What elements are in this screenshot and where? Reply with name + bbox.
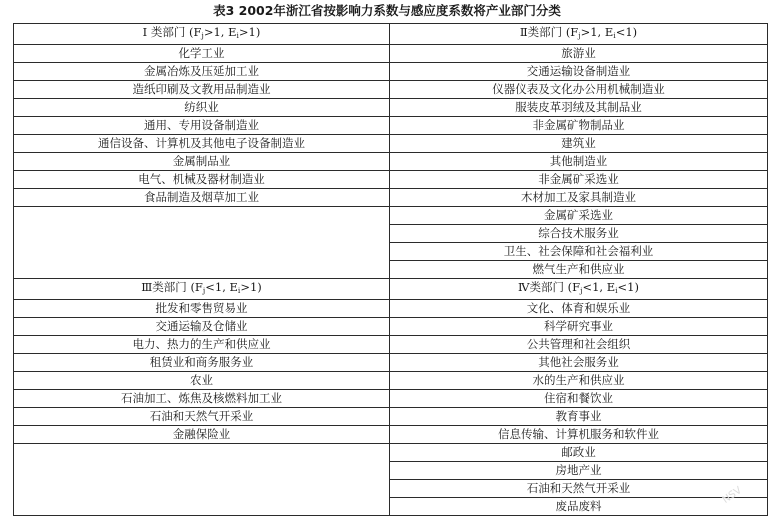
header-suffix: >1) xyxy=(240,280,262,294)
industry-cell: 燃气生产和供应业 xyxy=(390,261,768,279)
subscript: j xyxy=(202,286,206,295)
table-title: 表3 2002年浙江省按影响力系数与感应度系数将产业部门分类 xyxy=(213,3,561,18)
table-row xyxy=(14,153,768,171)
subscript: i xyxy=(615,286,618,295)
header-mid: <1, E xyxy=(582,280,616,294)
header-suffix: >1) xyxy=(238,25,261,39)
industry-cell: 金融保险业 xyxy=(14,426,390,444)
industry-cell: 木材加工及家具制造业 xyxy=(390,189,768,207)
industry-cell: 石油和天然气开采业 xyxy=(14,408,390,426)
industry-cell: 信息传输、计算机服务和软件业 xyxy=(390,426,768,444)
industry-cell: 电力、热力的生产和供应业 xyxy=(14,336,390,354)
industry-cell: 金属冶炼及压延加工业 xyxy=(14,63,390,81)
table-row xyxy=(14,63,768,81)
table-row xyxy=(14,81,768,99)
table-row xyxy=(14,444,768,462)
industry-cell: 造纸印刷及文教用品制造业 xyxy=(14,81,390,99)
industry-cell: 非金属矿物制品业 xyxy=(390,117,768,135)
table-row xyxy=(14,336,768,354)
header-prefix: I 类部门 (F xyxy=(142,25,202,39)
industry-cell: 食品制造及烟草加工业 xyxy=(14,189,390,207)
industry-cell: 综合技术服务业 xyxy=(390,225,768,243)
table-row xyxy=(14,207,768,225)
subscript: j xyxy=(201,31,204,40)
industry-cell: 纺织业 xyxy=(14,99,390,117)
industry-cell: 通信设备、计算机及其他电子设备制造业 xyxy=(14,135,390,153)
industry-cell: 旅游业 xyxy=(390,45,768,63)
industry-cell: 建筑业 xyxy=(390,135,768,153)
header-mid: >1, E xyxy=(580,25,614,39)
class-1-2-right-header xyxy=(390,24,768,45)
table-row xyxy=(14,279,768,300)
industry-cell: 电气、机械及器材制造业 xyxy=(14,171,390,189)
industry-cell: 农业 xyxy=(14,372,390,390)
industry-classification-table xyxy=(13,23,768,516)
watermark: NSV xyxy=(720,485,744,506)
class-3-4-left-header xyxy=(14,279,390,300)
table-row xyxy=(14,99,768,117)
subscript: i xyxy=(236,31,239,40)
table-row xyxy=(14,390,768,408)
table-row xyxy=(14,426,768,444)
table-row xyxy=(14,354,768,372)
header-prefix: Ⅲ类部门 (F xyxy=(141,280,203,294)
empty-cell xyxy=(14,207,390,279)
table-row xyxy=(14,45,768,63)
header-suffix: <1) xyxy=(617,280,639,294)
industry-cell: 其他社会服务业 xyxy=(390,354,768,372)
industry-cell: 其他制造业 xyxy=(390,153,768,171)
subscript: j xyxy=(578,31,581,40)
industry-cell: 石油加工、炼焦及核燃料加工业 xyxy=(14,390,390,408)
industry-cell: 通用、专用设备制造业 xyxy=(14,117,390,135)
industry-cell: 金属矿采选业 xyxy=(390,207,768,225)
industry-cell: 住宿和餐饮业 xyxy=(390,390,768,408)
industry-cell: 仪器仪表及文化办公用机械制造业 xyxy=(390,81,768,99)
industry-cell: 交通运输及仓储业 xyxy=(14,318,390,336)
table-row xyxy=(14,24,768,45)
empty-cell xyxy=(14,444,390,516)
industry-cell: 公共管理和社会组织 xyxy=(390,336,768,354)
subscript: i xyxy=(613,31,616,40)
header-mid: <1, E xyxy=(205,280,238,294)
table-row xyxy=(14,300,768,318)
table-body xyxy=(14,24,768,516)
industry-cell: 租赁业和商务服务业 xyxy=(14,354,390,372)
industry-cell: 文化、体育和娱乐业 xyxy=(390,300,768,318)
table-row xyxy=(14,189,768,207)
subscript: j xyxy=(580,286,583,295)
table-row xyxy=(14,135,768,153)
industry-cell: 房地产业 xyxy=(390,462,768,480)
industry-cell: 卫生、社会保障和社会福利业 xyxy=(390,243,768,261)
table-row xyxy=(14,372,768,390)
header-prefix: Ⅱ类部门 (F xyxy=(519,25,579,39)
industry-cell: 石油和天然气开采业 xyxy=(390,480,768,498)
industry-cell: 邮政业 xyxy=(390,444,768,462)
header-prefix: Ⅳ类部门 (F xyxy=(518,280,581,294)
table-row xyxy=(14,408,768,426)
industry-cell: 水的生产和供应业 xyxy=(390,372,768,390)
table-row xyxy=(14,318,768,336)
subscript: i xyxy=(237,286,241,295)
industry-cell: 化学工业 xyxy=(14,45,390,63)
industry-cell: 服装皮革羽绒及其制品业 xyxy=(390,99,768,117)
industry-cell: 批发和零售贸易业 xyxy=(14,300,390,318)
industry-cell: 交通运输设备制造业 xyxy=(390,63,768,81)
class-1-2-left-header xyxy=(14,24,390,45)
industry-cell: 废品废料 xyxy=(390,498,768,516)
header-suffix: <1) xyxy=(615,25,638,39)
industry-cell: 金属制品业 xyxy=(14,153,390,171)
industry-cell: 非金属矿采选业 xyxy=(390,171,768,189)
class-3-4-right-header xyxy=(390,279,768,300)
header-mid: >1, E xyxy=(203,25,237,39)
table-row xyxy=(14,171,768,189)
industry-cell: 科学研究事业 xyxy=(390,318,768,336)
table-row xyxy=(14,117,768,135)
industry-cell: 教育事业 xyxy=(390,408,768,426)
